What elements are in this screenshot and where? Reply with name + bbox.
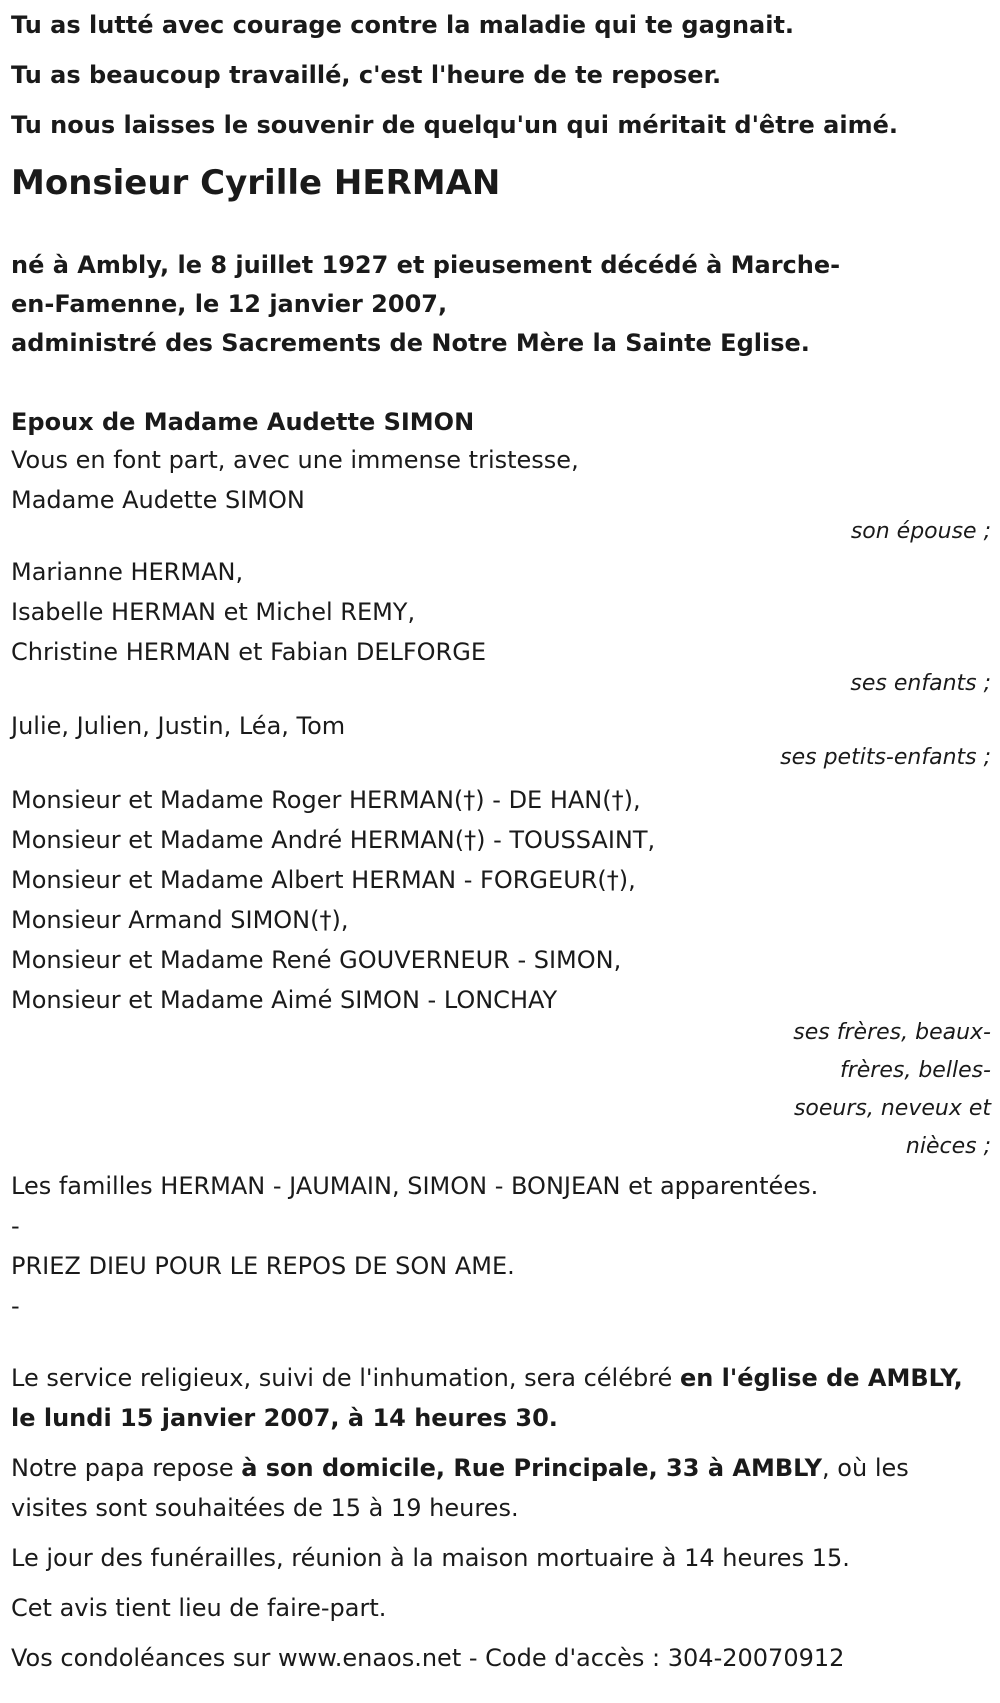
children-role: ses enfants ;: [850, 671, 991, 696]
spouse-name: Madame Audette SIMON: [11, 486, 305, 514]
sibling-entry: Monsieur et Madame Roger HERMAN(†) - DE HAN(†),: [11, 786, 641, 814]
deceased-name: Monsieur Cyrille HERMAN: [11, 163, 501, 203]
sibling-entry: Monsieur et Madame Aimé SIMON - LONCHAY: [11, 986, 558, 1014]
rest-info: [11, 1448, 971, 1528]
child-entry: Marianne HERMAN,: [11, 558, 244, 586]
grandchildren: Julie, Julien, Justin, Léa, Tom: [11, 712, 346, 740]
funeral-day-info: Le jour des funérailles, réunion à la maison mortuaire à 14 heures 15.: [11, 1544, 850, 1572]
separator-dash: -: [11, 1292, 20, 1320]
sibling-entry: Monsieur et Madame René GOUVERNEUR - SIMON,: [11, 946, 622, 974]
rest-after: , où les visites sont souhaitées de 15 à 19 heures.: [11, 1454, 909, 1522]
grandchildren-role: ses petits-enfants ;: [780, 745, 991, 770]
birth-line: administré des Sacrements de Notre Mère la Sainte Eglise.: [11, 329, 810, 357]
sibling-entry: Monsieur et Madame André HERMAN(†) - TOUSSAINT,: [11, 826, 656, 854]
poem-line: Tu as lutté avec courage contre la maladie qui te gagnait.: [11, 11, 795, 39]
prayer: PRIEZ DIEU POUR LE REPOS DE SON AME.: [11, 1252, 515, 1280]
siblings-role: [11, 1014, 991, 1166]
siblings-role-line: soeurs, neveux et: [793, 1096, 991, 1121]
families: Les familles HERMAN - JAUMAIN, SIMON - BONJEAN et apparentées.: [11, 1172, 819, 1200]
opening-poem: [11, 0, 991, 150]
spouse-role: son épouse ;: [850, 519, 991, 544]
poem-line: Tu as beaucoup travaillé, c'est l'heure de te reposer.: [11, 61, 722, 89]
children-list: [11, 552, 991, 672]
siblings-role-line: frères, belles-: [839, 1058, 991, 1083]
poem-line: Tu nous laisses le souvenir de quelqu'un qui méritait d'être aimé.: [11, 111, 898, 139]
birth-line: en-Famenne, le 12 janvier 2007,: [11, 290, 448, 318]
announcement: Vous en font part, avec une immense tristesse,: [11, 446, 579, 474]
obituary-notice: [11, 0, 991, 1688]
birth-line: né à Ambly, le 8 juillet 1927 et pieusement décédé à Marche-: [11, 251, 841, 279]
siblings-role-line: ses frères, beaux-: [793, 1020, 991, 1045]
child-entry: Isabelle HERMAN et Michel REMY,: [11, 598, 416, 626]
birth-death-details: [11, 246, 871, 363]
practical-info: [11, 1358, 991, 1678]
sibling-entry: Monsieur Armand SIMON(†),: [11, 906, 349, 934]
child-entry: Christine HERMAN et Fabian DELFORGE: [11, 638, 486, 666]
service-info: [11, 1358, 971, 1438]
sibling-entry: Monsieur et Madame Albert HERMAN - FORGEUR(†),: [11, 866, 636, 894]
rest-address: à son domicile, Rue Principale, 33 à AMBLY: [241, 1454, 823, 1482]
separator-dash: -: [11, 1212, 20, 1240]
service-text: Le service religieux, suivi de l'inhumation, sera célébré: [11, 1364, 680, 1392]
siblings-list: [11, 780, 991, 1020]
spouse-heading: Epoux de Madame Audette SIMON: [11, 408, 475, 436]
service-location: en l'église de AMBLY, le lundi 15 janvier 2007, à 14 heures 30.: [11, 1364, 963, 1432]
siblings-role-line: nièces ;: [905, 1134, 991, 1159]
condolences-info: Vos condoléances sur www.enaos.net - Code d'accès : 304-20070912: [11, 1644, 845, 1672]
notice-info: Cet avis tient lieu de faire-part.: [11, 1594, 387, 1622]
rest-before: Notre papa repose: [11, 1454, 242, 1482]
